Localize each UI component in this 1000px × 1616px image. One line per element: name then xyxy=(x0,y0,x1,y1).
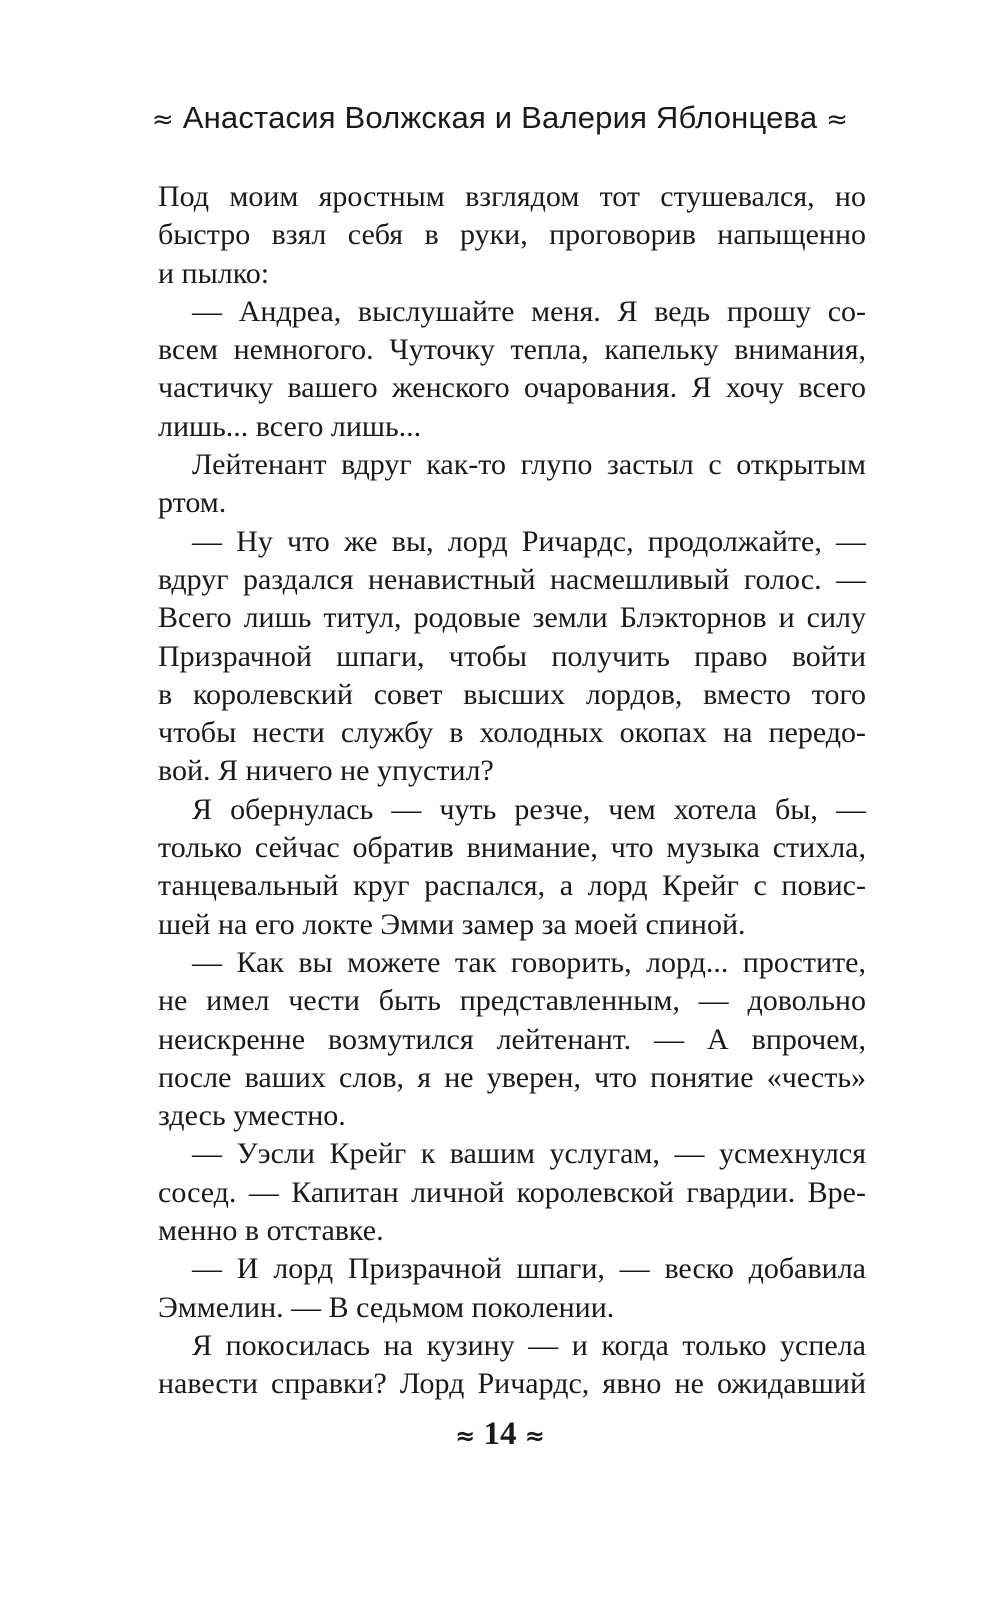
text-line: после ваших слов, я не уверен, что понятие «честь» xyxy=(158,1060,866,1094)
text-line: сосед. — Капитан личной королевской гвардии. Вре- xyxy=(158,1175,866,1209)
text-line: ртом. xyxy=(158,486,227,520)
text-line: Я покосилась на кузину — и когда только успела xyxy=(192,1328,866,1362)
text-line: Лейтенант вдруг как-то глупо застыл с открытым xyxy=(192,448,866,482)
text-line: вой. Я ничего не упустил? xyxy=(158,754,494,788)
text-line: менно в отставке. xyxy=(158,1214,384,1248)
header-title: Анастасия Волжская и Валерия Яблонцева xyxy=(182,100,818,135)
ornament-left: ≈ xyxy=(151,105,174,135)
ornament-right: ≈ xyxy=(826,105,849,135)
text-line: танцевальный круг распался, а лорд Крейг с повис- xyxy=(158,869,866,903)
text-line: Всего лишь титул, родовые земли Блэкторнов и силу xyxy=(158,601,866,635)
text-line: навести справки? Лорд Ричардс, явно не ожидавший xyxy=(158,1367,866,1401)
running-header xyxy=(0,100,1000,136)
text-line: лишь... всего лишь... xyxy=(158,409,422,443)
text-line: — Как вы можете так говорить, лорд... простите, xyxy=(192,945,866,979)
text-line: в королевский совет высших лордов, вместо того xyxy=(158,677,866,711)
ornament-left: ≈ xyxy=(455,1422,476,1450)
text-line: Эммелин. — В седьмом поколении. xyxy=(158,1290,615,1324)
text-line: Я обернулась — чуть резче, чем хотела бы, — xyxy=(192,792,866,826)
text-line: чтобы нести службу в холодных окопах на передо- xyxy=(158,716,866,750)
text-line: Призрачной шпаги, чтобы получить право войти xyxy=(158,639,866,673)
text-line: здесь уместно. xyxy=(158,1099,346,1133)
text-line: — Уэсли Крейг к вашим услугам, — усмехнулся xyxy=(192,1137,866,1171)
ornament-right: ≈ xyxy=(524,1422,545,1450)
text-line: вдруг раздался ненавистный насмешливый голос. — xyxy=(158,562,866,596)
body-text xyxy=(158,178,866,1404)
text-line: шей на его локте Эмми замер за моей спиной. xyxy=(158,907,746,941)
text-line: быстро взял себя в руки, проговорив напыщенно xyxy=(158,218,866,252)
text-line: — И лорд Призрачной шпаги, — веско добавила xyxy=(192,1252,866,1286)
text-line: и пылко: xyxy=(158,256,270,290)
text-line: частичку вашего женского очарования. Я хочу всего xyxy=(158,371,866,405)
page-number-footer xyxy=(0,1416,1000,1453)
text-line: — Андреа, выслушайте меня. Я ведь прошу со- xyxy=(192,294,866,328)
text-line: Под моим яростным взглядом тот стушевался, но xyxy=(158,180,866,213)
text-line: неискренне возмутился лейтенант. — А впрочем, xyxy=(158,1022,866,1056)
text-line: — Ну что же вы, лорд Ричардс, продолжайте, — xyxy=(192,524,866,558)
text-line: только сейчас обратив внимание, что музыка стихла, xyxy=(158,831,866,865)
text-line: всем немногого. Чуточку тепла, капельку внимания, xyxy=(158,333,866,367)
text-line: не имел чести быть представленным, — довольно xyxy=(158,984,866,1018)
page-number: 14 xyxy=(483,1416,517,1452)
